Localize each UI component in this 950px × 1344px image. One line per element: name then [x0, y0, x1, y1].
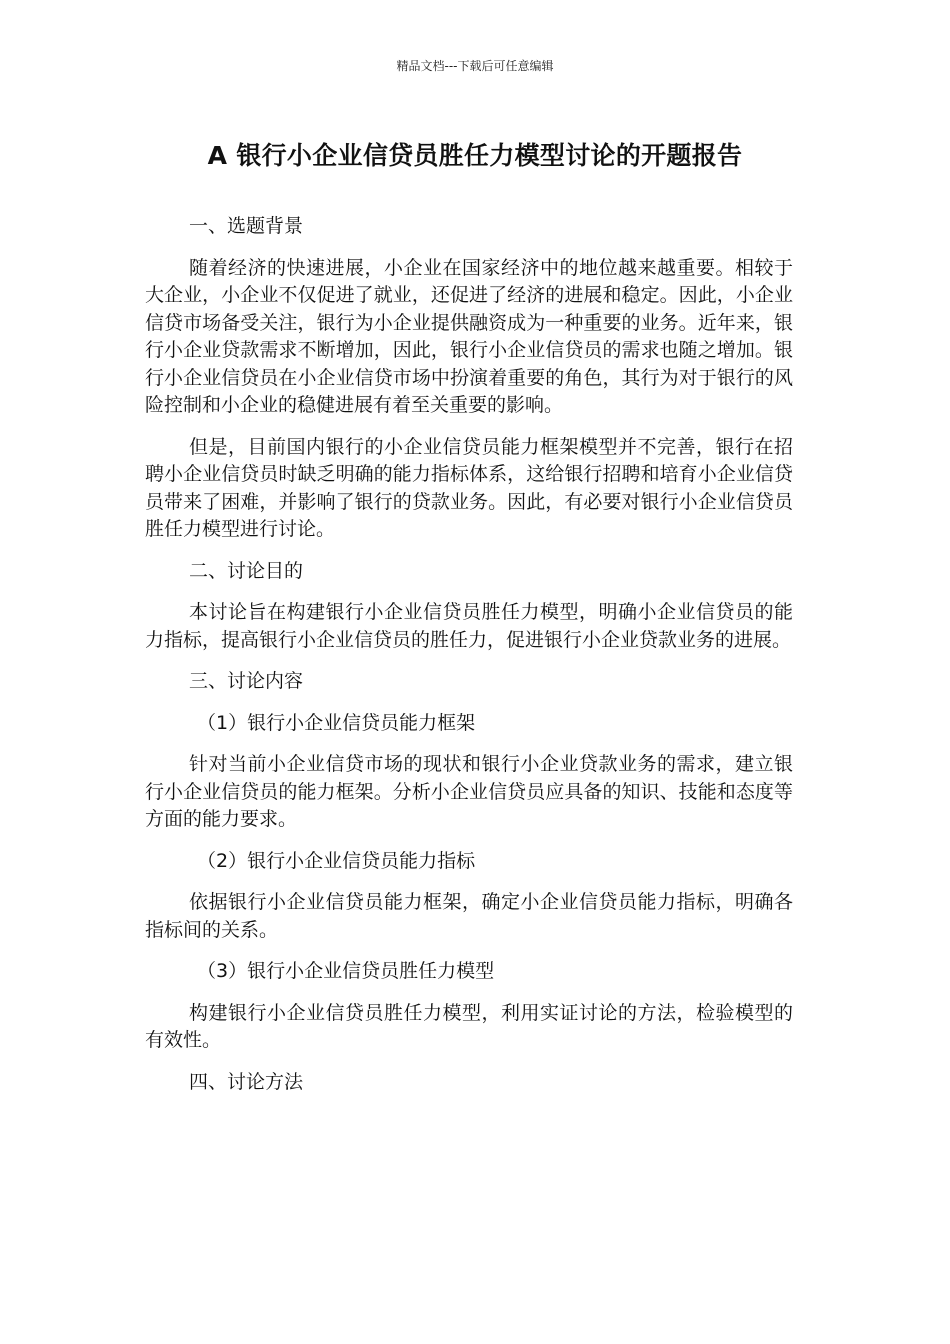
subheading-ability-framework: （1）银行小企业信贷员能力框架 [197, 711, 476, 734]
purpose-paragraph: 本讨论旨在构建银行小企业信贷员胜任力模型，明确小企业信贷员的能力指标，提高银行小企业信贷员的胜任力，促进银行小企业贷款业务的进展。 [145, 601, 793, 651]
header-note: 精品文档---下载后可任意编辑 [396, 59, 554, 73]
ability-indicators-paragraph: 依据银行小企业信贷员能力框架，确定小企业信贷员能力指标，明确各指标间的关系。 [145, 891, 793, 941]
background-paragraph-2: 但是，目前国内银行的小企业信贷员能力框架模型并不完善，银行在招聘小企业信贷员时缺乏明确的能力指标体系，这给银行招聘和培育小企业信贷员带来了困难，并影响了银行的贷款业务。因此，有必要对银行小企业信贷员胜任力模型进行讨论。 [145, 435, 793, 540]
section-heading-background: 一、选题背景 [189, 215, 304, 237]
background-paragraph-1: 随着经济的快速进展，小企业在国家经济中的地位越来越重要。相较于大企业，小企业不仅促进了就业，还促进了经济的进展和稳定。因此，小企业信贷市场备受关注，银行为小企业提供融资成为一种重要的业务。近年来，银行小企业贷款需求不断增加，因此，银行小企业信贷员的需求也随之增加。银行小企业信贷员在小企业信贷市场中扮演着重要的角色，其行为对于银行的风险控制和小企业的稳健进展有着至关重要的影响。 [145, 256, 793, 416]
ability-framework-paragraph: 针对当前小企业信贷市场的现状和银行小企业贷款业务的需求，建立银行小企业信贷员的能力框架。分析小企业信贷员应具备的知识、技能和态度等方面的能力要求。 [145, 753, 793, 830]
section-heading-purpose: 二、讨论目的 [189, 559, 304, 582]
subheading-ability-indicators: （2）银行小企业信贷员能力指标 [197, 849, 476, 872]
section-heading-content: 三、讨论内容 [189, 670, 304, 692]
document-body [145, 213, 793, 1110]
section-heading-method: 四、讨论方法 [189, 1070, 304, 1093]
document-title: A 银行小企业信贷员胜任力模型讨论的开题报告 [207, 141, 743, 170]
subheading-competency-model: （3）银行小企业信贷员胜任力模型 [197, 960, 495, 982]
competency-model-paragraph: 构建银行小企业信贷员胜任力模型，利用实证讨论的方法，检验模型的有效性。 [145, 1001, 793, 1051]
